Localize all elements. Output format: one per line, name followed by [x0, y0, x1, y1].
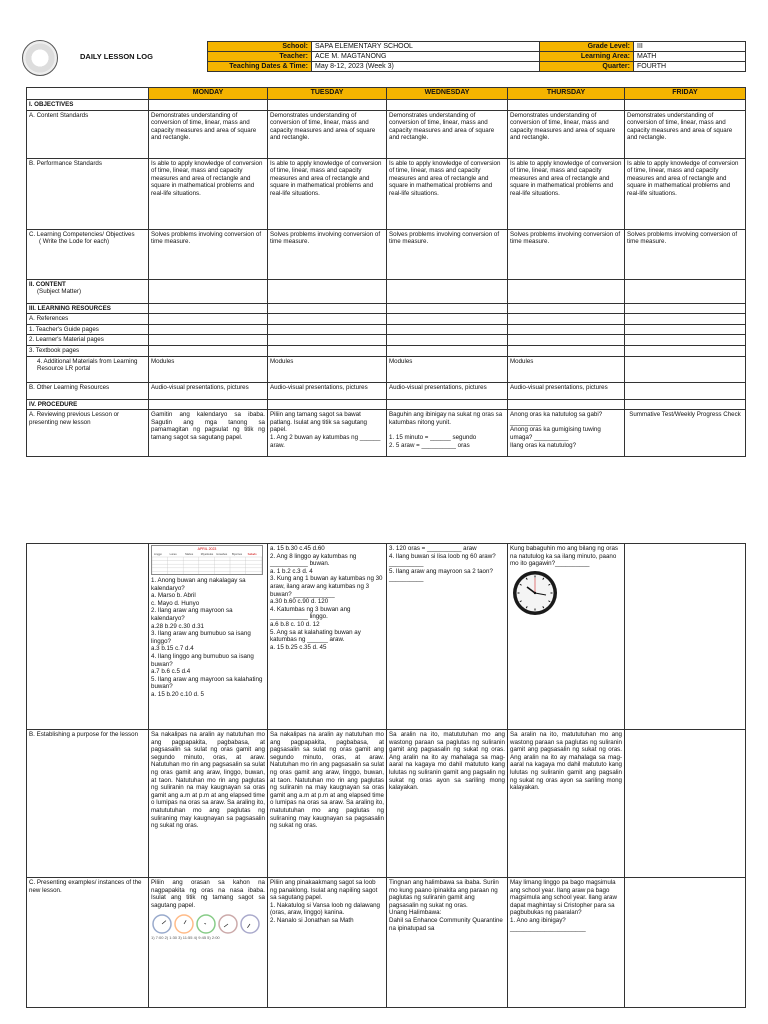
dates-value: May 8-12, 2023 (Week 3) — [312, 62, 540, 72]
calendar-day-header: Huwebes — [216, 553, 228, 556]
day-header-thursday: THURSDAY — [508, 88, 625, 100]
review-thu: Anong oras ka natutulog sa gabi? _________ Anong oras ka gumigising tuwing umaga? __________ Ilang oras ka natutulog? — [508, 410, 625, 457]
competency-wed: Solves problems involving conversion of time measure. — [387, 229, 508, 279]
performance-standards-mon: Is able to apply knowledge of conversion of time, linear, mass and capacity measures and area of rectangle and square in mathematical problems and real-life situations. — [149, 158, 268, 229]
examples-label: C. Presenting examples/ instances of the new lesson. — [27, 878, 149, 1008]
area-value: MATH — [634, 52, 746, 62]
teacher-value: ACE M. MAGTANONG — [312, 52, 540, 62]
additional-materials-label: 4. Additional Materials from Learning Resource LR portal — [27, 356, 149, 382]
question-line-tue-3: 3. Kung ang 1 buwan ay katumbas ng 30 araw, ilang araw ang katumbas ng 3 buwan? ____________ — [270, 575, 383, 598]
purpose-tue: Sa nakalipas na aralin ay natutuhan mo ang pagpapakita, pagbabasa, at pagsasalin sa sulat ng oras gamit ang segundo minuto, oras, at araw. Natutuhan mo rin ang pagsasalin sa sulat ng oras gamit ang araw, linggo, buwan, at taon. Natutuhan mo rin ang paglutas ng suliranin na may kaugnayan sa oras gamit ang a.m at p.m at ang elapsed time o lumipas na oras sa araw. Sa araling ito, matututuhan mo ang paglutas ng suliraning may kaugnayan sa pagsasalin ng sukat ng oras. — [268, 730, 387, 878]
other-resources-label: B. Other Learning Resources — [27, 382, 149, 399]
examples-thu: May limang linggo pa bago magsimula ang school year. Ilang araw pa bago magsimula ang school year. Ilang araw dapat maghintay si Cristopher para sa pagbubukas ng paaralan? 1. Ano ang ibinigay? ______________________ — [508, 878, 625, 1008]
question-line-mon-9: 5. Ilang araw ang mayroon sa kalahating buwan? — [151, 675, 263, 691]
other-resources-wed: Audio-visual presentations, pictures — [387, 382, 508, 399]
content-standards-fri: Demonstrates understanding of conversion of time, linear, mass and capacity measures and area of square and rectangle. — [625, 110, 746, 158]
calendar-day-header: Lunes — [169, 553, 177, 556]
performance-standards-label: B. Performance Standards — [27, 158, 149, 229]
page-title: DAILY LESSON LOG — [80, 52, 153, 61]
question-line-tue-6: a.6 b.8 c. 10 d. 12 — [270, 620, 320, 628]
modules-wed: Modules — [387, 356, 508, 382]
dates-label: Teaching Dates & Time: — [208, 62, 312, 72]
other-resources-thu: Audio-visual presentations, pictures — [508, 382, 625, 399]
learners-material-label: 2. Learner's Material pages — [27, 335, 149, 346]
school-label: School: — [208, 42, 312, 52]
calendar-image — [151, 545, 263, 575]
header-info-table — [207, 41, 746, 72]
teacher-label: Teacher: — [208, 52, 312, 62]
review-label: A. Reviewing previous Lesson or presenting new lesson — [27, 410, 149, 457]
lesson-log-table-page1 — [26, 87, 746, 457]
competency-thu: Solves problems involving conversion of time measure. — [508, 229, 625, 279]
examples-mon: Piliin ang orasan sa kahon na nagpapakita ng oras na nasa ibaba. Isulat ang titik ng tamang sagot sa sagutang papel. 1) 7:00 2) 1:30 3) 11:55 4) 9:45 5) 2:00 — [149, 878, 268, 1008]
area-label: Learning Area: — [540, 52, 634, 62]
question-line-tue-8: a. 15 b.25 c.35 d. 45 — [270, 643, 327, 651]
clocks-choice-image — [151, 913, 263, 935]
wall-clock-image — [512, 570, 558, 616]
review-mon: Gamitin ang kalendaryo sa ibaba. Sagutin ang mga tanong sa pamamagitan ng pagsulat ng titik ng tamang sagot sa sagutang papel. — [149, 410, 268, 457]
question-line-mon-0: 1. Anong buwan ang nakalagay sa kalendaryo? — [151, 577, 246, 592]
teachers-guide-label: 1. Teacher's Guide pages — [27, 324, 149, 335]
examples-tue: Piliin ang pinakaakmang sagot sa loob ng panaklong. Isulat ang napiling sagot sa sagutang papel. 1. Nakatulog si Vansa loob ng dalawang (oras, araw, linggo) kanina. 2. Nanalo si Jonathan sa Math — [268, 878, 387, 1008]
quarter-label: Quarter: — [540, 62, 634, 72]
textbook-label: 3. Textbook pages — [27, 345, 149, 356]
grade-label: Grade Level: — [540, 42, 634, 52]
review-continued-tue — [268, 544, 387, 730]
quarter-value: FOURTH — [634, 62, 746, 72]
other-resources-tue: Audio-visual presentations, pictures — [268, 382, 387, 399]
review-continued-thu: Kung babaguhin mo ang bilang ng oras na natutulog ka sa ilang minuto, paano mo ito gagawin?__________ — [508, 544, 625, 730]
question-line-tue-1: 2. Ang 8 linggo ay katumbas ng ___________ buwan. — [270, 552, 357, 568]
competency-fri: Solves problems involving conversion of time measure. — [625, 229, 746, 279]
procedure-heading: IV. PROCEDURE — [27, 399, 149, 410]
purpose-label: B. Establishing a purpose for the lesson — [27, 730, 149, 878]
day-header-tuesday: TUESDAY — [268, 88, 387, 100]
question-line-tue-4: a.30 b.60 c.90 d. 120 — [270, 598, 329, 606]
calendar-day-header: Miyerkules — [200, 553, 214, 556]
modules-mon: Modules — [149, 356, 268, 382]
question-line-tue-0: a. 15 b.30 c.45 d.60 — [270, 545, 325, 552]
calendar-month: APRIL 2023 — [197, 547, 217, 551]
performance-standards-tue: Is able to apply knowledge of conversion of time, linear, mass and capacity measures and area of rectangle and square in mathematical problems and real-life situations. — [268, 158, 387, 229]
question-line-tue-7: 5. Ang sa at kalahating buwan ay katumbas ng ______ araw. — [270, 628, 361, 644]
question-line-mon-5: 3. Ilang araw ang bumubuo sa isang linggo? — [151, 630, 251, 645]
question-line-wed-1: 4. Ilang buwan si lisa loob ng 60 araw? __________ — [389, 552, 496, 568]
lesson-log-table-page2 — [26, 543, 746, 1008]
review-continued-wed — [387, 544, 508, 730]
question-line-wed-0: 3. 120 oras = __________ araw — [389, 545, 477, 552]
content-standards-mon: Demonstrates understanding of conversion of time, linear, mass and capacity measures and area of square and rectangle. — [149, 110, 268, 158]
review-continued-mon — [149, 544, 268, 730]
review-tue: Piliin ang tamang sagot sa bawat patlang. Isulat ang titik sa sagutang papel. 1. Ang 2 buwan ay katumbas ng ______ araw. — [268, 410, 387, 457]
purpose-mon: Sa nakalipas na aralin ay natutuhan mo ang pagpapakita, pagbabasa, at pagsasalin sa sulat ng oras gamit ang segundo minuto, oras, at araw. Natutuhan mo rin ang pagsasalin sa sulat ng oras gamit ang araw, linggo, buwan, at taon. Natutuhan mo rin ang paglutas ng suliranin na may kaugnayan sa oras gamit ang a.m at p.m at ang elapsed time o lumipas na oras sa araw. Sa araling ito, matututuhan mo ang paglutas ng suliraning may kaugnayan sa pagsasalin ng sukat ng oras. — [149, 730, 268, 878]
grade-value: III — [634, 42, 746, 52]
calendar-day-header: Sabado — [247, 553, 257, 556]
purpose-thu: Sa aralin na ito, matututuhan mo ang wastong paraan sa paglutas ng suliranin gamit ang pagsasalin ng sukat ng oras. Ang aralin na ito ay mahalaga sa mag-aaral na kagaya mo dahil matututo kang lulutas ng suliranin gamit ang pagsalin ng sukat ng oras ayon sa sariling mong kalayakan. — [508, 730, 625, 878]
question-line-mon-3: 2. Ilang araw ang mayroon sa kalendaryo? — [151, 607, 233, 622]
question-line-mon-2: c. Mayo d. Hunyo — [151, 599, 200, 607]
calendar-day-header: Biyernes — [232, 553, 243, 556]
review-wed: Baguhin ang ibinigay na sukat ng oras sa katumbas nitong yunit. 1. 15 minuto = ______ segundo 2. 5 araw = __________ oras — [387, 410, 508, 457]
content-standards-label: A. Content Standards — [27, 110, 149, 158]
content-standards-tue: Demonstrates understanding of conversion of time, linear, mass and capacity measures and area of square and rectangle. — [268, 110, 387, 158]
question-line-mon-10: a. 15 b.20 c.10 d. 5 — [151, 690, 204, 698]
competency-tue: Solves problems involving conversion of time measure. — [268, 229, 387, 279]
content-label: II. CONTENT (Subject Matter) — [27, 279, 149, 303]
modules-thu: Modules — [508, 356, 625, 382]
deped-seal-logo — [22, 40, 58, 76]
content-standards-thu: Demonstrates understanding of conversion of time, linear, mass and capacity measures and area of square and rectangle. — [508, 110, 625, 158]
question-line-tue-5: 4. Katumbas ng 3 buwan ang ___________ linggo. — [270, 605, 351, 621]
school-value: SAPA ELEMENTARY SCHOOL — [312, 42, 540, 52]
performance-standards-thu: Is able to apply knowledge of conversion of time, linear, mass and capacity measures and area of rectangle and square in mathematical problems and real-life situations. — [508, 158, 625, 229]
day-header-wednesday: WEDNESDAY — [387, 88, 508, 100]
question-line-mon-8: a.7 b.6 c.5 d.4 — [151, 668, 191, 676]
question-line-tue-2: a. 1 b.2 c.3 d. 4 — [270, 567, 313, 575]
other-resources-mon: Audio-visual presentations, pictures — [149, 382, 268, 399]
question-line-mon-4: a.28 b.29 c.30 d.31 — [151, 622, 204, 630]
objectives-heading: I. OBJECTIVES — [27, 100, 149, 111]
question-line-mon-7: 4. Ilang linggo ang bumubuo sa isang buwan? — [151, 652, 254, 668]
review-fri: Summative Test/Weekly Progress Check — [625, 410, 746, 457]
purpose-wed: Sa aralin na ito, matututuhan mo ang wastong paraan sa paglutas ng suliranin gamit ang pagsasalin ng sukat ng oras. Ang aralin na ito ay mahalaga sa mag-aaral na kagaya mo dahil matututo kang lulutas ng suliranin gamit ang pagsalin ng sukat ng oras ayon sa sariling mong kalayakan. — [387, 730, 508, 878]
examples-wed: Tingnan ang halimbawa sa ibaba. Suriin mo kung paano ipinakita ang paraan ng paglutas ng suliranin gamit ang pagsasalin ng sukat ng oras. Unang Halimbawa: Dahil sa Enhance Community Quarantine na ipinatupad sa — [387, 878, 508, 1008]
day-header-friday: FRIDAY — [625, 88, 746, 100]
question-line-wed-2: 5. Ilang araw ang mayroon sa 2 taon? __________ — [389, 567, 493, 583]
modules-tue: Modules — [268, 356, 387, 382]
question-line-mon-6: a.3 b.15 c.7 d.4 — [151, 645, 194, 653]
question-line-mon-1: a. Marso b. Abril — [151, 592, 196, 600]
content-standards-wed: Demonstrates understanding of conversion of time, linear, mass and capacity measures and area of square and rectangle. — [387, 110, 508, 158]
learning-resources-heading: III. LEARNING RESOURCES — [27, 303, 149, 314]
competency-label: C. Learning Competencies/ Objectives ( Write the Lode for each) — [27, 229, 149, 279]
calendar-day-header: Martes — [185, 553, 194, 556]
calendar-day-header: Linggo — [154, 553, 162, 556]
references-label: A. References — [27, 314, 149, 325]
performance-standards-wed: Is able to apply knowledge of conversion of time, linear, mass and capacity measures and area of rectangle and square in mathematical problems and real-life situations. — [387, 158, 508, 229]
competency-mon: Solves problems involving conversion of time measure. — [149, 229, 268, 279]
performance-standards-fri: Is able to apply knowledge of conversion of time, linear, mass and capacity measures and area of rectangle and square in mathematical problems and real-life situations. — [625, 158, 746, 229]
review-questions-mon — [151, 577, 265, 699]
day-header-monday: MONDAY — [149, 88, 268, 100]
